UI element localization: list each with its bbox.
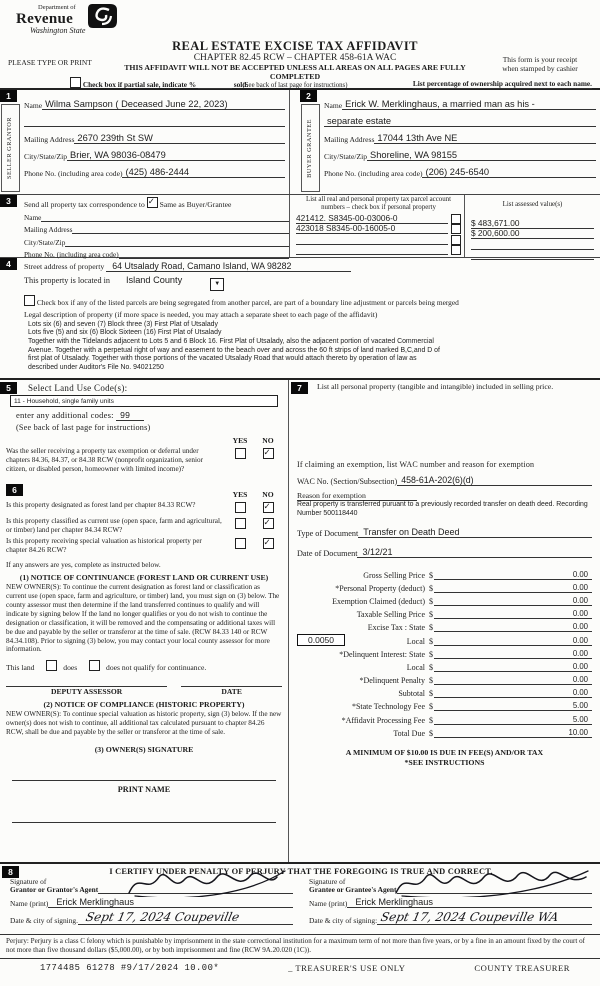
parcel-personal-checkbox[interactable] (451, 235, 461, 245)
dollar-sign: $ (429, 570, 433, 580)
doc-date-field[interactable]: 3/12/21 (357, 547, 592, 558)
money-amount-field[interactable]: 0.00 (434, 662, 592, 672)
correspondence-parcels-row (0, 195, 600, 258)
dor-logo (16, 5, 85, 35)
money-label: Subtotal (398, 689, 425, 699)
reason-text-field[interactable]: Real property is transferred puruant to a previously recorded transfer on death deed. Recording Number 500118440 (297, 501, 588, 517)
doc-date-row (297, 547, 592, 558)
located-label: This property is located in (24, 276, 110, 285)
parcel-accounts-header: List all real and personal property tax parcel account numbers – check box if personal property (305, 196, 452, 211)
located-row (24, 271, 600, 291)
money-row-excise-state (297, 619, 592, 632)
deferral-question-text: Was the seller receiving a property tax exemption or deferral under chapters 84.36, 84.37, or 84.38 RCW (nonprofit organization, senior citizen, or disabled person, homeowner with limited income)? (6, 447, 203, 473)
deferral-yes-checkbox[interactable] (235, 448, 246, 459)
property-section (0, 258, 600, 380)
does-not-checkbox[interactable] (89, 660, 100, 671)
party-row (0, 88, 600, 195)
money-amount-field[interactable]: 0.00 (434, 688, 592, 698)
seller-fields (24, 90, 285, 178)
dollar-sign: $ (429, 702, 433, 712)
doc-type-field[interactable]: Transfer on Death Deed (358, 527, 592, 538)
seller-address-label: Mailing Address (24, 135, 75, 144)
receipt-note (484, 55, 596, 74)
compliance-text: NEW OWNER(S): To continue special valuation as historic property, sign (3) below. If the new owner(s) does not wish to continue, all additional tax calculated pursuant to chapter 84.26 RCW, shall be due and payable by the seller or transferor at the time of sale. (6, 710, 282, 737)
buyer-section (290, 90, 600, 194)
yes-no-header-2 (6, 490, 282, 499)
print-name-line[interactable] (12, 808, 276, 823)
minimum-fee-note-line2: *SEE INSTRUCTIONS (404, 757, 485, 767)
seller-city-label: City/State/Zip (24, 152, 68, 161)
money-amount-field[interactable]: 0.00 (434, 570, 592, 580)
seller-address-field[interactable]: 2670 239th St SW (74, 133, 285, 144)
seller-phone-label: Phone No. (including area code) (24, 169, 123, 178)
grantee-name-field[interactable]: Erick Merklinghaus (347, 897, 592, 908)
minimum-fee-note-line1: A MINIMUM OF $10.00 IS DUE IN FEE(S) AND/OR TAX (345, 747, 544, 757)
legal-description-label: Legal description of property (if more space is needed, you may attach a separate sheet to each page of the affidavit) (24, 309, 378, 319)
land-use-select[interactable]: 11 - Household, single family units (10, 395, 278, 407)
money-row-delinq-interest-local (297, 659, 592, 672)
wac-label: WAC No. (Section/Subsection) (297, 477, 398, 487)
corr-name-field[interactable] (41, 221, 289, 222)
parcel-personal-checkbox[interactable] (451, 214, 461, 224)
parcel-row (296, 245, 461, 256)
dollar-sign: $ (429, 715, 433, 725)
buyer-fields (324, 90, 596, 178)
no-header-label-2: NO (262, 490, 274, 499)
correspondence-section (0, 195, 290, 257)
corr-address-label: Mailing Address (24, 225, 73, 234)
reason-label: Reason for exemption (297, 491, 417, 501)
section-7-number: 7 (291, 382, 308, 394)
corr-city-field[interactable] (65, 246, 289, 247)
print-name-label: PRINT NAME (117, 785, 171, 795)
doc-type-label: Type of Document (297, 529, 359, 539)
dollar-sign: $ (429, 728, 433, 738)
no-header-label: NO (262, 436, 274, 445)
partial-sale-label: Check box if partial sale, indicate % (82, 80, 197, 89)
grantee-date-handwriting: Sept 17, 2024 Coupeville WA (379, 910, 561, 924)
seller-side-strip (1, 104, 20, 192)
form-warning: THIS AFFIDAVIT WILL NOT BE ACCEPTED UNLESS ALL AREAS ON ALL PAGES ARE FULLY COMPLETED (124, 63, 466, 82)
yes-header-label: YES (232, 436, 248, 445)
compliance-title: (2) NOTICE OF COMPLIANCE (HISTORIC PROPERTY) (43, 700, 245, 710)
dollar-sign: $ (429, 583, 433, 593)
grantee-date-field[interactable] (377, 908, 592, 925)
grantor-signature-block (2, 878, 301, 925)
segregated-checkbox[interactable] (24, 295, 35, 306)
parcel-account-field[interactable]: 421412. S8345-00-03006-0 (296, 213, 448, 224)
money-label: Gross Selling Price (363, 570, 425, 580)
continuance-text: NEW OWNER(S): To continue the current designation as forest land or classification as current use (open space, farm and agriculture, or timber) land, you must sign on (3) below. The county assessor must then determine if the land transferred continues to qualify and will indicate by signing below If the land no longer qualifies or you do not wish to continue the designation or classification, it will be removed and the compensating or additional taxes will be due and payable by the seller or transferor at the time of sale. (RCW 84.33 140 or RCW 84.34.108). Prior to signing (3) below, you may contact your local county assessor for more information. (6, 583, 280, 654)
buyer-side-label: BUYER GRANTEE (306, 118, 314, 178)
buyer-side-strip (301, 104, 320, 192)
yes-no-header (6, 436, 282, 445)
seller-city-field[interactable]: Brier, WA 98036-08479 (67, 150, 285, 161)
money-amount-field[interactable]: 10.00 (434, 728, 592, 738)
owners-signature-line[interactable] (12, 766, 276, 781)
grantor-name-label: Name (print) (10, 899, 49, 908)
corr-address-field[interactable] (72, 233, 289, 234)
grantor-signature-field[interactable] (98, 879, 293, 894)
parcel-row (296, 213, 461, 224)
sold-label: sold. (233, 80, 249, 89)
form-title: REAL ESTATE EXCISE TAX AFFIDAVIT (172, 39, 418, 53)
buyer-phone-field[interactable]: (206) 245-6540 (422, 167, 596, 178)
forest-yes-checkbox[interactable] (235, 502, 246, 513)
see-back-note: (See back of last page for instructions) (242, 82, 348, 90)
section-2-number: 2 (300, 90, 317, 102)
money-row-total-due (297, 725, 592, 738)
buyer-address-label: Mailing Address (324, 135, 375, 144)
yes-header-label-2: YES (232, 490, 248, 499)
local-rate-field[interactable]: 0.0050 (297, 634, 345, 646)
correspondence-header (24, 195, 289, 209)
money-row-exemption (297, 593, 592, 606)
assessed-values-column (465, 195, 600, 257)
cashier-stamp: 1774485 61278 #9/17/2024 10.00* (40, 963, 220, 974)
send-correspondence-label: Send all property tax correspondence to (24, 200, 145, 209)
right-column (288, 380, 600, 862)
section-1-number: 1 (0, 90, 17, 102)
money-label: Exemption Claimed (deduct) (332, 596, 425, 606)
current-use-question-row (6, 517, 282, 535)
money-label: Local (406, 662, 425, 672)
money-label: Excise Tax : State (367, 623, 425, 633)
money-amount-field[interactable]: 0.00 (434, 636, 592, 646)
buyer-address-field[interactable]: 17044 13th Ave NE (374, 133, 596, 144)
wac-row (297, 475, 592, 486)
historic-no-checkbox[interactable]: ✓ (263, 538, 274, 549)
deputy-assessor-signature-line[interactable]: DEPUTY ASSESSOR (6, 686, 167, 696)
footer-row (0, 963, 600, 973)
historic-question-row (6, 537, 282, 555)
parcel-row (296, 234, 461, 245)
buyer-city-label: City/State/Zip (324, 152, 368, 161)
segregated-row (24, 291, 600, 307)
money-label: Total Due (393, 728, 425, 738)
section-4-number: 4 (0, 258, 17, 270)
buyer-name-label: Name (324, 101, 343, 110)
legal-description-text[interactable]: Lots six (6) and seven (7) Block three (3) First Plat of Utsalady Lots five (5) and six (6) Block Sixteen (16) First Plat of Utsalady Together with the Tidelands adjacent to Lots 5 and 6 Block 16. First Plat of Utsalady, also the adjacent portion of vacated Commercial Avenue. Together with a perpetual right of way and easement to the beach over and across the 60 ft strips of land marked B,C,and D of first plat of Utsalady. Together with those portions of the vacated Utsalady Road that would attach thereto by operation of law as described under Auditor's File No. 94021250 (28, 320, 440, 371)
buyer-name2-field[interactable]: separate estate (324, 116, 596, 127)
continuance-title: (1) NOTICE OF CONTINUANCE (FOREST LAND OR CURRENT USE) (19, 573, 269, 582)
grantor-date-field[interactable] (78, 908, 293, 925)
current-use-yes-checkbox[interactable] (235, 518, 246, 529)
dollar-sign: $ (429, 649, 433, 659)
receipt-note-line2: when stamped by cashier (502, 64, 578, 74)
parcel-personal-checkbox[interactable] (451, 224, 461, 234)
grantee-name-label: Name (print) (309, 899, 348, 908)
parcel-accounts-column (290, 195, 465, 257)
money-amount-field[interactable]: 0.00 (434, 649, 592, 659)
section-5-number: 5 (0, 382, 17, 394)
historic-question-text: Is this property receiving special valuation as historical property per chapter 84.26 RCW? (6, 537, 202, 554)
grantor-date-handwriting: Sept 17, 2024 Coupeville (84, 910, 241, 924)
money-amount-field[interactable]: 0.00 (434, 622, 592, 632)
buyer-phone-label: Phone No. (including area code) (324, 169, 423, 178)
deferral-no-checkbox[interactable]: ✓ (263, 448, 274, 459)
street-address-field[interactable]: 64 Utsalady Road, Camano Island, WA 98282 (106, 261, 351, 272)
does-not-label: does not (106, 663, 132, 673)
buyer-name-field[interactable]: Erick W. Merklinghaus, a married man as his - (342, 99, 596, 110)
seller-name-label: Name (24, 101, 43, 110)
logo-revenue-text: Revenue (16, 10, 74, 27)
forest-no-checkbox[interactable]: ✓ (263, 502, 274, 513)
street-address-label: Street address of property (24, 262, 105, 271)
parcel-personal-checkbox[interactable] (451, 245, 461, 255)
assessed-values-header: List assessed value(s) (502, 201, 563, 208)
section-3-number: 3 (0, 195, 17, 207)
section-6 (6, 480, 282, 823)
left-column (0, 380, 288, 862)
money-row-delinq-penalty (297, 672, 592, 685)
grantor-date-label: Date & city of signing. (10, 916, 78, 925)
seller-side-label: SELLER GRANTOR (6, 117, 14, 179)
money-label: *Affidavit Processing Fee (341, 715, 425, 725)
parcel-row (296, 224, 461, 235)
corr-name-label: Name (24, 212, 42, 222)
money-label: *Delinquent Interest: State (339, 649, 425, 659)
money-row-gross (297, 566, 592, 579)
if-yes-note: If any answers are yes, complete as instructed below. (6, 560, 161, 569)
dollar-sign: $ (429, 689, 433, 699)
grantor-name-field[interactable]: Erick Merklinghaus (48, 897, 293, 908)
segregated-label: Check box if any of the listed parcels are being segregated from another parcel, are part of a boundary line adjustment or parcels being merged (36, 297, 459, 307)
dor-swirl-logo-icon (88, 2, 118, 35)
forest-question-text: Is this property designated as forest land per chapter 84.33 RCW? (6, 501, 196, 509)
seller-name-field[interactable]: Wilma Sampson ( Deceased June 22, 2023) (42, 99, 285, 110)
money-label: *Delinquent Penalty (359, 676, 425, 686)
exemption-label: If claiming an exemption, list WAC number and reason for exemption (297, 460, 535, 470)
parcels-section (290, 195, 600, 257)
section-8-number: 8 (2, 866, 19, 878)
chevron-down-icon: ▼ (214, 281, 221, 287)
buyer-city-field[interactable]: Shoreline, WA 98155 (367, 150, 596, 161)
grantor-sig-label: Signature of Grantor or Grantor's Agent (10, 876, 99, 894)
parcel-account-field[interactable]: 423018 S8345-00-16005-0 (296, 223, 448, 234)
seller-section (0, 90, 290, 194)
assessed-value-field[interactable]: $ 483,671.00 (471, 218, 594, 229)
county-select-value[interactable]: Island County (126, 275, 183, 285)
money-row-tech-fee (297, 698, 592, 711)
assessed-value-field[interactable] (471, 249, 594, 250)
wac-number-field[interactable]: 458-61A-202(6)(d) (397, 475, 592, 486)
current-use-question-text: Is this property classified as current use (open space, farm and agricultural, or timber) land per chapter 84.34 RCW? (6, 517, 222, 534)
assessor-date-line[interactable]: DATE (181, 686, 282, 696)
certify-statement: I CERTIFY UNDER PENALTY OF PERJURY THAT THE FOREGOING IS TRUE AND CORRECT. (109, 867, 493, 876)
county-treasurer-label: COUNTY TREASURER (474, 963, 570, 974)
money-label: *Personal Property (deduct) (335, 583, 425, 593)
money-row-excise-local (297, 632, 592, 645)
assessed-value-field[interactable]: $ 200,600.00 (471, 228, 594, 239)
seller-name-blank-field[interactable] (24, 126, 285, 127)
section-6-number: 6 (6, 484, 23, 496)
ownership-note: List percentage of ownership acquired next to each name. (412, 79, 592, 88)
please-type-label: PLEASE TYPE OR PRINT (8, 58, 92, 67)
additional-codes-row (16, 410, 282, 420)
same-as-buyer-checkbox[interactable]: ✓ (147, 197, 158, 208)
does-label: does (63, 663, 78, 673)
logo-dept-text: Department of (38, 4, 76, 11)
same-as-buyer-label: Same as Buyer/Grantee (159, 200, 232, 209)
assessor-signature-row (6, 686, 282, 696)
form-subtitle: CHAPTER 82.45 RCW – CHAPTER 458-61A WAC (193, 53, 397, 64)
dollar-sign: $ (429, 623, 433, 633)
grantee-signature-block (301, 878, 600, 925)
dollar-sign: $ (429, 610, 433, 620)
grantee-signature-scribble (392, 865, 592, 897)
money-row-taxable (297, 606, 592, 619)
dollar-sign: $ (429, 596, 433, 606)
current-use-no-checkbox[interactable]: ✓ (263, 518, 274, 529)
qualify-label: qualify for continuance. (133, 663, 207, 673)
grantor-signature-scribble (123, 867, 293, 897)
partial-sale-row (70, 77, 248, 89)
money-row-processing-fee (297, 711, 592, 724)
grantee-signature-field[interactable] (397, 879, 592, 894)
this-land-row (6, 660, 282, 672)
see-back-note-2: (See back of last page for instructions) (16, 423, 151, 432)
money-amount-field[interactable]: 0.00 (434, 596, 592, 606)
money-label: Taxable Selling Price (356, 610, 425, 620)
money-amount-field[interactable]: 5.00 (434, 701, 592, 711)
corr-city-label: City/State/Zip (24, 237, 66, 247)
grantee-date-label: Date & city of signing: (309, 916, 378, 925)
money-amount-field[interactable]: 0.00 (434, 583, 592, 593)
money-row-personal (297, 580, 592, 593)
seller-phone-field[interactable]: (425) 486-2444 (122, 167, 285, 178)
grantee-sig-label: Signature of Grantee or Grantee's Agent (309, 876, 397, 894)
street-address-row (24, 258, 600, 271)
owners-signature-title: (3) OWNER(S) SIGNATURE (94, 745, 194, 755)
parcel-account-field[interactable] (296, 244, 448, 245)
money-row-subtotal (297, 685, 592, 698)
deferral-question-row (6, 447, 282, 474)
this-land-label: This land (6, 663, 35, 673)
doc-type-row (297, 527, 592, 538)
additional-codes-label: enter any additional codes: (16, 410, 114, 420)
land-use-title: Select Land Use Code(s): (28, 383, 128, 393)
additional-codes-field[interactable]: 99 (116, 410, 144, 421)
receipt-note-line1: This form is your receipt (502, 55, 578, 64)
minimum-fee-note (297, 748, 592, 768)
money-amount-field[interactable]: 0.00 (434, 609, 592, 619)
perjury-notice: Perjury: Perjury is a class C felony which is punishable by imprisonment in the state correctional institution for a maximum term of not more than five years, or by a fine in an amount fixed by the court of not more than five thousand dollars ($5,000.00), or by both imprisonment and fine (RCW 9A.20.020 (1C)). (0, 934, 600, 959)
treasurer-use-label: _ TREASURER'S USE ONLY (288, 963, 406, 974)
personal-property-label: List all personal property (tangible and intangible) included in selling price. (317, 382, 554, 391)
money-label: Local (406, 636, 425, 646)
form-header (0, 0, 600, 88)
dollar-sign: $ (429, 662, 433, 672)
signature-halves (2, 878, 600, 925)
partial-sale-checkbox[interactable] (70, 77, 81, 88)
dollar-sign: $ (429, 676, 433, 686)
certification-section (0, 864, 600, 932)
money-amount-field[interactable]: 0.00 (434, 675, 592, 685)
doc-date-label: Date of Document (297, 549, 358, 559)
money-table (297, 566, 592, 737)
money-amount-field[interactable]: 5.00 (434, 715, 592, 725)
county-dropdown-button[interactable] (210, 278, 224, 291)
parcel-account-field[interactable] (296, 254, 448, 255)
corr-phone-label: Phone No. (including area code) (24, 250, 119, 259)
money-label: *State Technology Fee (351, 702, 425, 712)
forest-question-row (6, 501, 282, 515)
does-checkbox[interactable] (46, 660, 57, 671)
logo-state-text: Washington State (30, 25, 86, 35)
lower-columns (0, 380, 600, 864)
dollar-sign: $ (429, 636, 433, 646)
historic-yes-checkbox[interactable] (235, 538, 246, 549)
money-row-delinq-interest-state (297, 646, 592, 659)
partial-sale-percent-field[interactable] (198, 80, 232, 89)
